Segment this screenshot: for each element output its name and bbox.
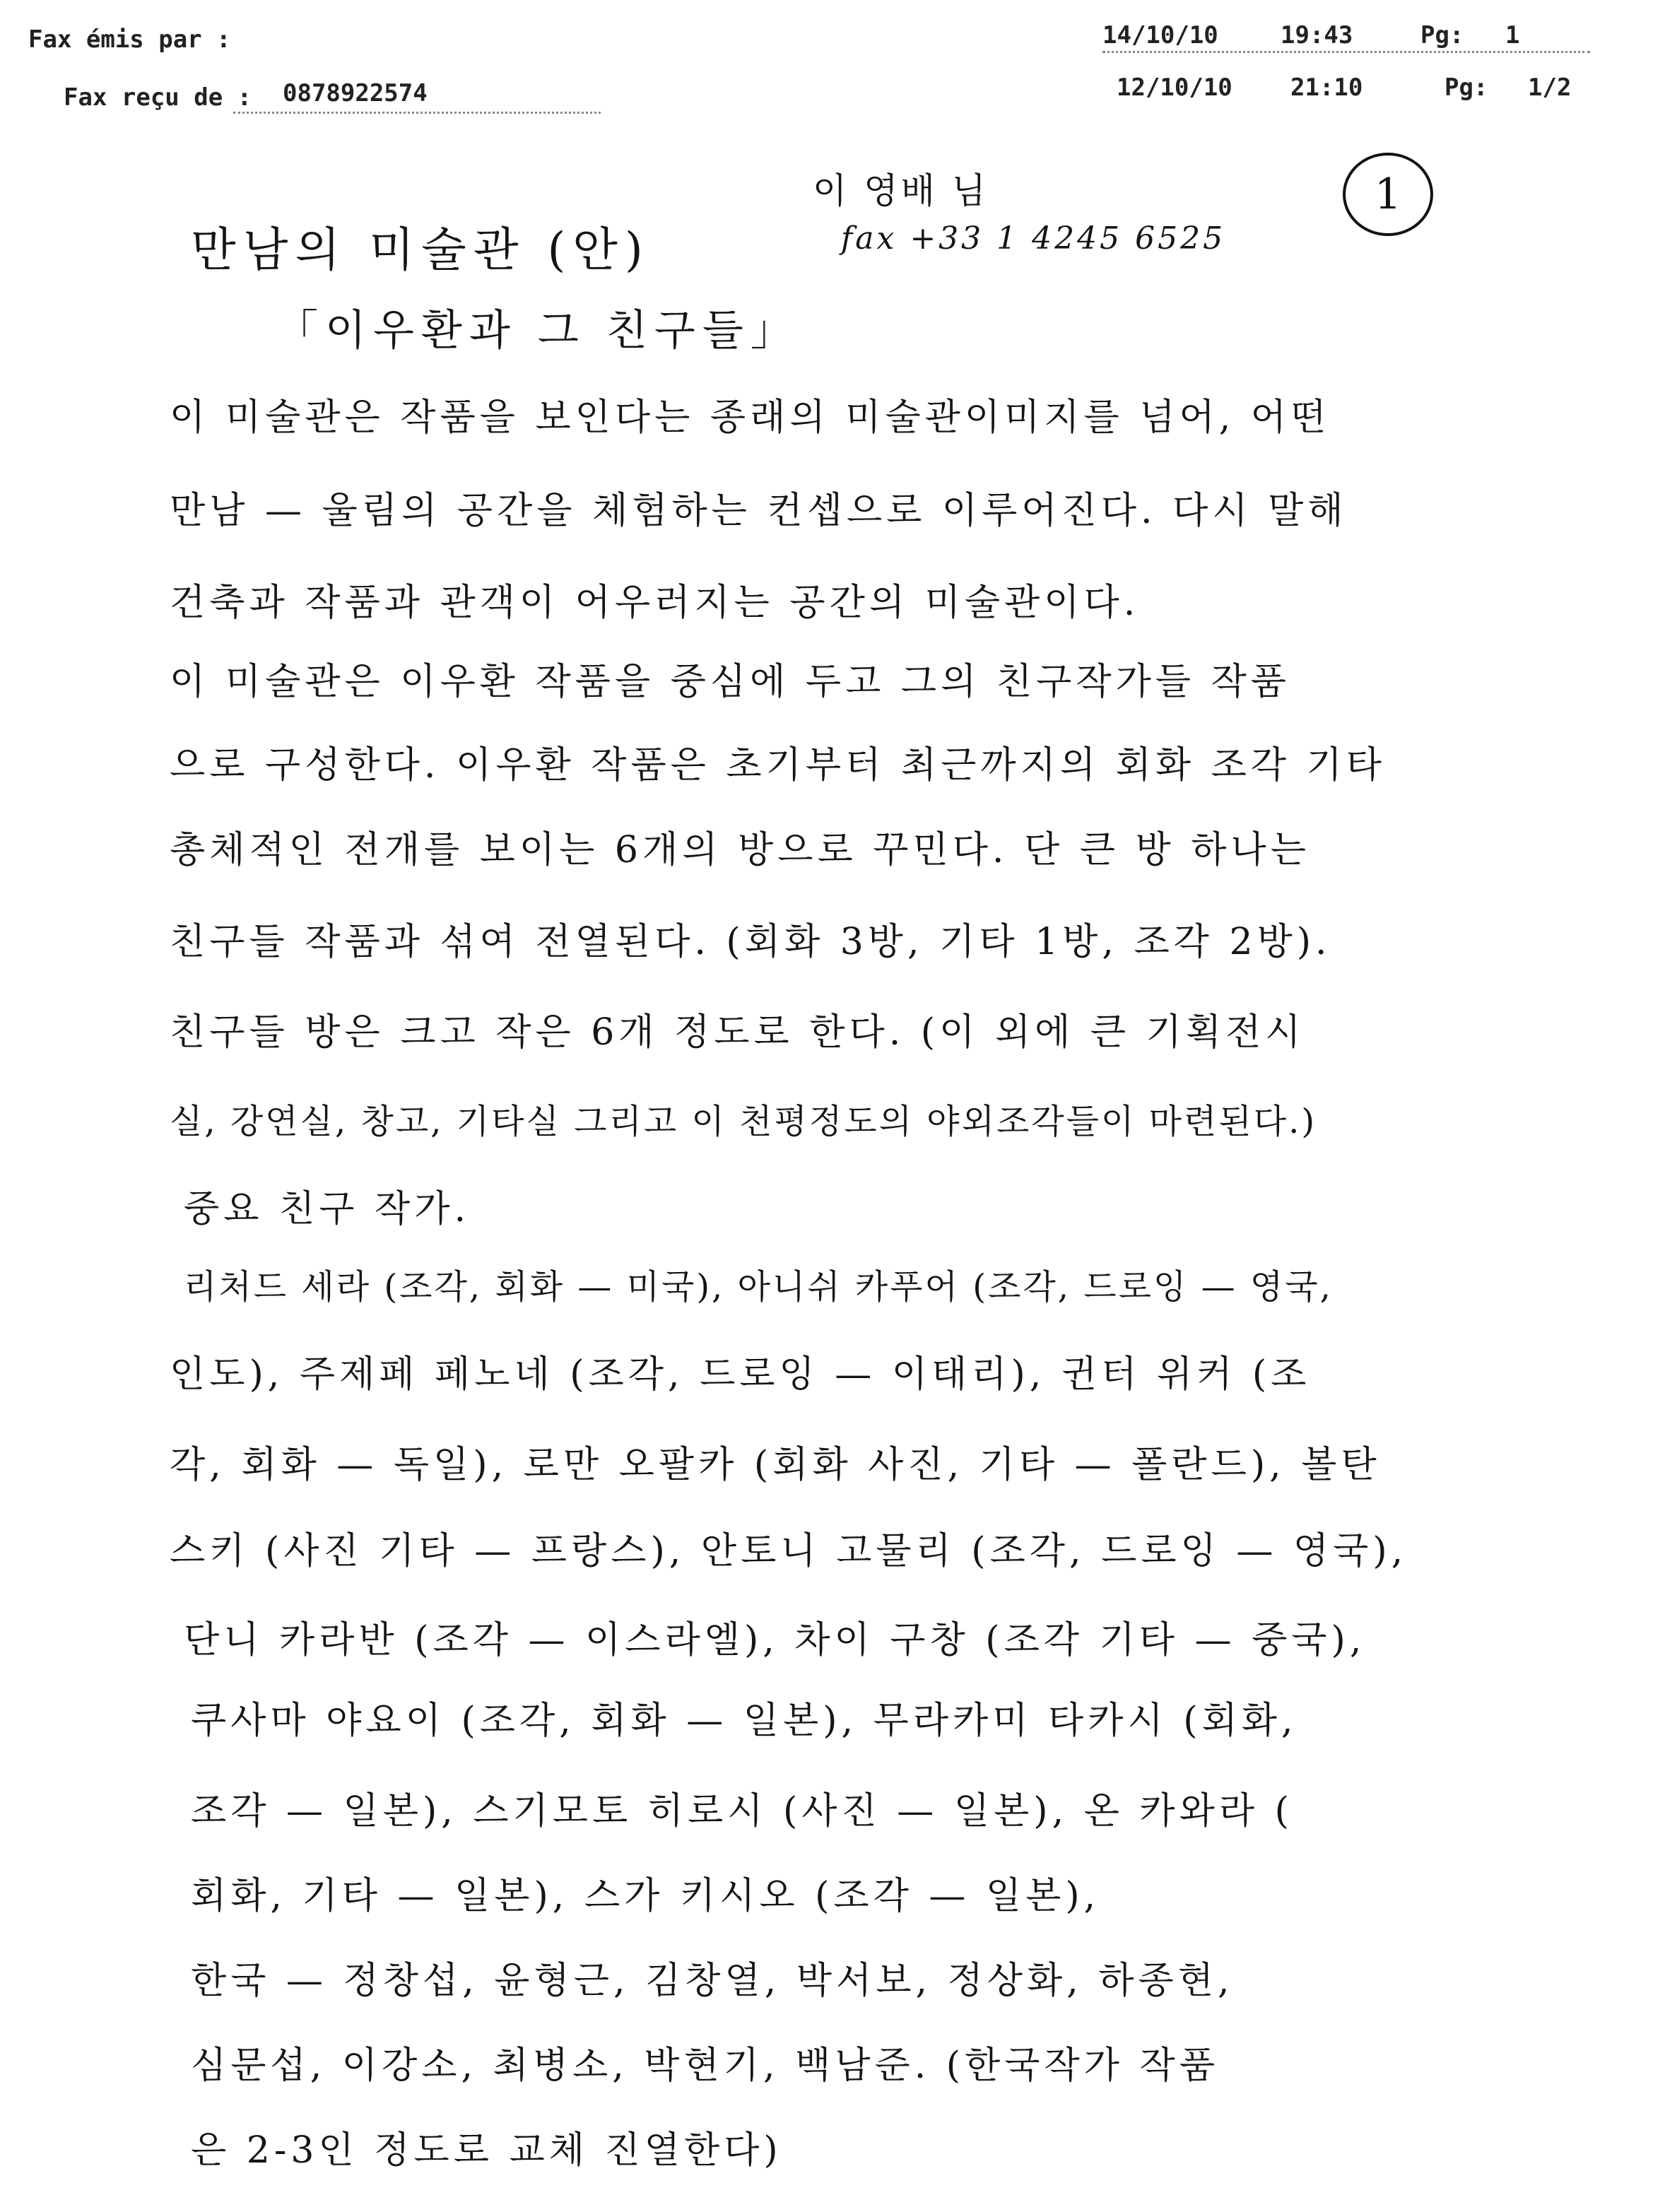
body-line: 스키 (사진 기타 — 프랑스), 안토니 고물리 (조각, 드로잉 — 영국), (170, 1530, 1408, 1572)
body-line: 인도), 주제페 페노네 (조각, 드로잉 — 이태리), 귄터 위커 (조 (170, 1353, 1311, 1396)
body-line: 만남 — 울림의 공간을 체험하는 컨셉으로 이루어진다. 다시 말해 (170, 490, 1348, 532)
fax-sent-page: 1 (1505, 21, 1520, 49)
body-line: 단니 카라반 (조각 — 이스라엘), 차이 구창 (조각 기타 — 중국), (184, 1619, 1366, 1661)
fax-sent-date: 14/10/10 (1102, 21, 1218, 49)
fax-received-page-label: Pg: (1444, 73, 1488, 102)
body-line: 리처드 세라 (조각, 회화 — 미국), 아니쉬 카푸어 (조각, 드로잉 — 영국, (184, 1267, 1333, 1307)
header-rule-lower (233, 112, 601, 114)
body-line: 총체적인 전개를 보이는 6개의 방으로 꾸민다. 단 큰 방 하나는 (170, 829, 1310, 871)
fax-received-page: 1/2 (1528, 73, 1572, 102)
letter-subtitle: 「이우환과 그 친구들」 (276, 306, 800, 355)
page-number-marker: 1 (1343, 153, 1433, 236)
body-line: 건축과 작품과 관객이 어우러지는 공간의 미술관이다. (170, 582, 1140, 624)
body-line: 으로 구성한다. 이우환 작품은 초기부터 최근까지의 회화 조각 기타 (170, 744, 1387, 787)
fax-received-time: 21:10 (1290, 73, 1363, 102)
body-line: 각, 회화 — 독일), 로만 오팔카 (회화 사진, 기타 — 폴란드), 볼탄 (170, 1444, 1381, 1486)
body-line: 은 2-3인 정도로 교체 진열한다) (191, 2129, 782, 2172)
body-line: 회화, 기타 — 일본), 스가 키시오 (조각 — 일본), (191, 1875, 1100, 1917)
body-line: 이 미술관은 이우환 작품을 중심에 두고 그의 친구작가들 작품 (170, 661, 1291, 703)
fax-sent-by-label: Fax émis par : (28, 25, 231, 54)
letter-title: 만남의 미술관 (안) (191, 223, 650, 277)
fax-received-date: 12/10/10 (1117, 73, 1232, 102)
fax-sent-time: 19:43 (1281, 21, 1353, 49)
body-line: 실, 강연실, 창고, 기타실 그리고 이 천평정도의 야외조각들이 마련된다.) (170, 1102, 1317, 1141)
body-line: 친구들 방은 크고 작은 6개 정도로 한다. (이 외에 큰 기획전시 (170, 1011, 1305, 1054)
body-line: 친구들 작품과 섞여 전열된다. (회화 3방, 기타 1방, 조각 2방). (170, 921, 1331, 963)
recipient-name: 이 영배 님 (813, 170, 989, 211)
fax-received-number: 0878922574 (283, 79, 428, 107)
body-line: 한국 — 정창섭, 윤형근, 김창열, 박서보, 정상화, 하종현, (191, 1960, 1234, 2002)
fax-sent-page-label: Pg: (1420, 21, 1464, 49)
fax-received-from-label: Fax reçu de : (64, 83, 252, 112)
body-line: 조각 — 일본), 스기모토 히로시 (사진 — 일본), 온 카와라 ( (191, 1790, 1293, 1832)
header-rule (1102, 51, 1590, 53)
body-line: 이 미술관은 작품을 보인다는 종래의 미술관이미지를 넘어, 어떤 (170, 396, 1331, 439)
recipient-fax-number: fax +33 1 4245 6525 (841, 220, 1226, 257)
body-line: 중요 친구 작가. (184, 1188, 470, 1230)
body-line: 심문섭, 이강소, 최병소, 박현기, 백남준. (한국작가 작품 (191, 2045, 1219, 2087)
body-line: 쿠사마 야요이 (조각, 회화 — 일본), 무라카미 타카시 (회화, (191, 1700, 1298, 1742)
